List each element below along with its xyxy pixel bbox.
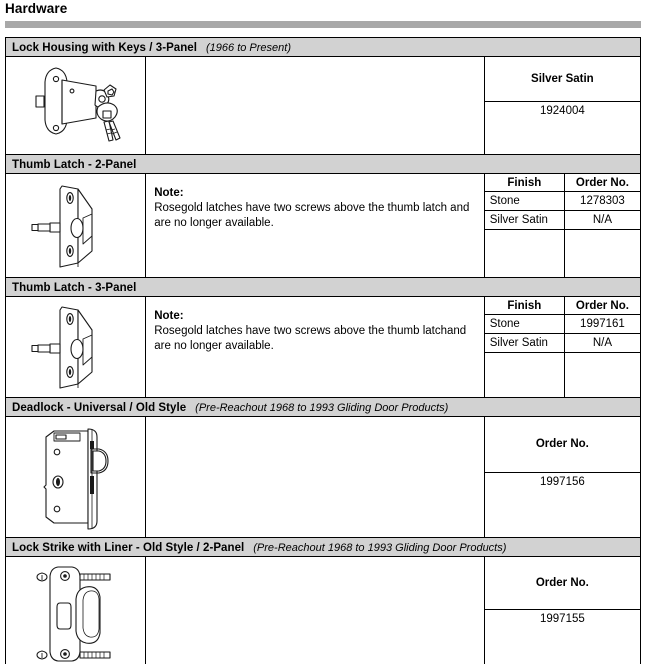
description-cell: [146, 417, 485, 538]
order-number-value: 1278303: [564, 192, 640, 211]
illustration-cell: [6, 174, 146, 278]
finish-value: Stone: [484, 315, 564, 334]
section-title: Thumb Latch - 3-Panel: [12, 282, 137, 294]
spec-column-header-order-no: Order No.: [564, 297, 640, 315]
page-title: Hardware: [5, 1, 68, 16]
note-text: Rosegold latches have two screws above the thumb latchand are no longer available.: [154, 325, 467, 352]
section-title: Lock Housing with Keys / 3-Panel: [12, 42, 197, 54]
section-header-lock-strike: [6, 538, 641, 557]
table-row-thumb-latch-3-panel-header: [6, 297, 641, 315]
section-header-cell: [6, 538, 641, 557]
section-subtitle: [136, 282, 145, 294]
section-title: Lock Strike with Liner - Old Style / 2-Panel: [12, 542, 245, 554]
section-header-cell: [6, 278, 641, 297]
spec-column-header-finish: Finish: [484, 297, 564, 315]
note-label: Note:: [154, 310, 184, 322]
section-subtitle: [136, 159, 145, 171]
section-header-thumb-latch-3-panel: [6, 278, 641, 297]
thumb-latch-icon: [20, 299, 132, 395]
spec-filler-cell: [484, 230, 564, 278]
section-header-thumb-latch-2-panel: [6, 155, 641, 174]
description-cell: [146, 557, 485, 664]
table-row-lock-housing: [6, 57, 641, 102]
lock-housing-with-keys-icon: [20, 60, 132, 152]
deadlock-icon: [20, 419, 132, 535]
finish-value: Stone: [484, 192, 564, 211]
order-number-value: N/A: [564, 211, 640, 230]
title-divider-rule: [5, 21, 641, 28]
order-number-value: 1997161: [564, 315, 640, 334]
spec-filler-cell: [564, 353, 640, 398]
note-text: Rosegold latches have two screws above the thumb latch and are no longer available.: [154, 202, 470, 229]
section-header-lock-housing: [6, 38, 641, 57]
section-subtitle: (1966 to Present): [206, 42, 291, 54]
finish-value: Silver Satin: [484, 334, 564, 353]
thumb-latch-icon: [20, 178, 132, 274]
section-header-deadlock: [6, 398, 641, 417]
table-row-deadlock-header: [6, 417, 641, 473]
order-number-value: 1997155: [484, 609, 640, 664]
spec-filler-cell: [484, 353, 564, 398]
spec-column-header-order-no: Order No.: [564, 174, 640, 192]
order-number-value: 1924004: [484, 102, 640, 155]
spec-column-header-order-no: Order No.: [484, 417, 640, 473]
illustration-cell: [6, 417, 146, 538]
hardware-parts-table: [5, 37, 641, 664]
table-row-thumb-latch-2-panel-header: [6, 174, 641, 192]
illustration-cell: [6, 57, 146, 155]
section-header-cell: [6, 38, 641, 57]
section-title: Thumb Latch - 2-Panel: [12, 159, 137, 171]
illustration-cell: [6, 297, 146, 398]
finish-value: Silver Satin: [484, 211, 564, 230]
table-row-lock-strike-header: [6, 557, 641, 610]
section-header-cell: [6, 398, 641, 417]
illustration-cell: [6, 557, 146, 664]
section-subtitle: (Pre-Reachout 1968 to 1993 Gliding Door Products): [195, 402, 449, 414]
spec-column-header-finish: Finish: [484, 174, 564, 192]
section-title: Deadlock - Universal / Old Style: [12, 402, 187, 414]
spec-filler-cell: [564, 230, 640, 278]
order-number-value: 1997156: [484, 472, 640, 537]
note-label: Note:: [154, 187, 184, 199]
section-subtitle: (Pre-Reachout 1968 to 1993 Gliding Door Products): [253, 542, 507, 554]
description-cell: [146, 174, 485, 278]
section-header-cell: [6, 155, 641, 174]
spec-column-header-silver-satin: Silver Satin: [484, 57, 640, 102]
description-cell: [146, 57, 485, 155]
order-number-value: N/A: [564, 334, 640, 353]
spec-column-header-order-no: Order No.: [484, 557, 640, 610]
description-cell: [146, 297, 485, 398]
lock-strike-with-liner-icon: [20, 559, 132, 664]
